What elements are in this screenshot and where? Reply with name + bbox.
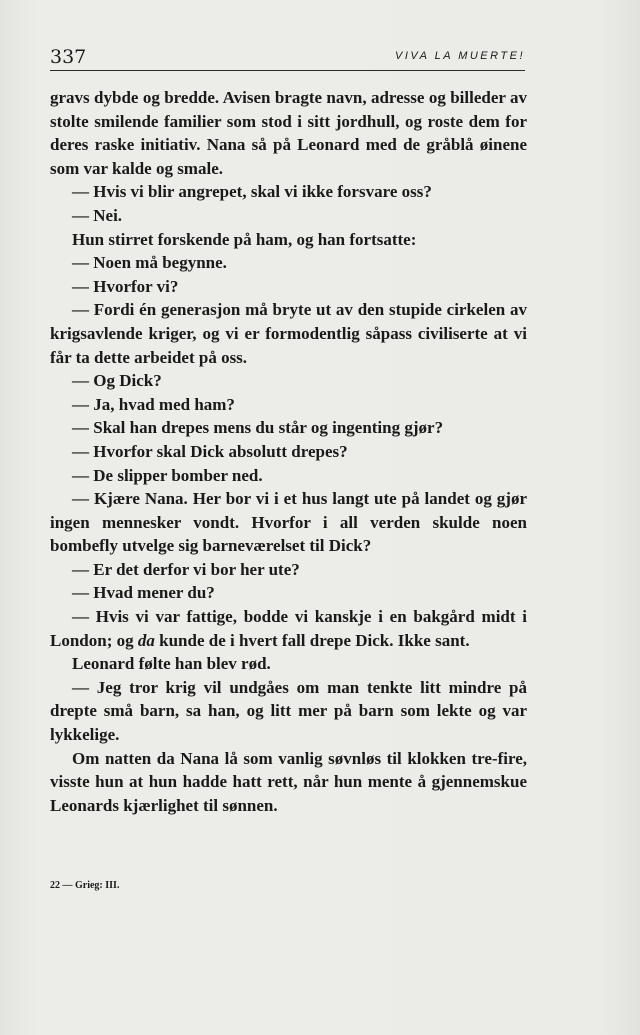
- paragraph: — Hvorfor vi?: [72, 276, 179, 296]
- paragraph: — Ja, hvad med ham?: [72, 394, 235, 414]
- signature-mark: 22 — Grieg: III.: [50, 880, 120, 891]
- paragraph: Om natten da Nana lå som vanlig søvnløs til klokken tre-fire, visste hun at hun hadde hatt rett, når hun mente å gjennemskue Leonards kjærlighet til sønnen.: [50, 748, 527, 815]
- emphasized-word: da: [137, 630, 155, 650]
- paragraph: — Fordi én generasjon må bryte ut av den stupide cirkelen av krigsavlende kriger, og vi er formodentlig såpass civiliserte at vi får ta dette arbeidet på oss.: [50, 300, 527, 367]
- paragraph: — De slipper bomber ned.: [72, 465, 263, 485]
- paragraph: gravs dybde og bredde. Avisen bragte navn, adresse og billeder av stolte smilende familier som stod i sitt jordhull, og roste dem for deres raske initiativ. Nana så på Leonard med de gråblå øinene som var kalde og smale.: [50, 88, 527, 178]
- paragraph: Leonard følte han blev rød.: [72, 654, 271, 674]
- page-header: [50, 46, 525, 70]
- paragraph: — Og Dick?: [72, 371, 162, 391]
- paragraph-text: kunde de i hvert fall drepe Dick. Ikke sant.: [154, 630, 470, 650]
- paragraph: — Hvad mener du?: [72, 583, 215, 603]
- paragraph: — Hvorfor skal Dick absolutt drepes?: [72, 441, 348, 461]
- paragraph: Hun stirret forskende på ham, og han fortsatte:: [72, 229, 417, 249]
- paragraph: — Noen må begynne.: [72, 253, 227, 273]
- paragraph-text: — Hvis vi var fattige, bodde vi kanskje i en bakgård midt i London; og: [50, 607, 527, 650]
- paragraph: — Kjære Nana. Her bor vi i et hus langt ute på landet og gjør ingen mennesker vondt. Hvorfor i all verden skulde noen bombefly utvelge sig barneværelset til Dick?: [50, 489, 527, 556]
- header-rule: [50, 70, 525, 71]
- paragraph: — Hvis vi blir angrepet, skal vi ikke forsvare oss?: [72, 182, 432, 202]
- body-text: [50, 86, 527, 817]
- paragraph: — Jeg tror krig vil undgåes om man tenkte litt mindre på drepte små barn, sa han, og litt mer på barn som lekte og var lykkelige.: [50, 677, 527, 745]
- paragraph: — Skal han drepes mens du står og ingenting gjør?: [72, 418, 444, 438]
- paragraph: — Er det derfor vi bor her ute?: [72, 559, 300, 579]
- page-number: 337: [50, 46, 87, 68]
- paragraph: — Nei.: [72, 205, 123, 225]
- paragraph-london: [50, 605, 527, 652]
- running-head: VIVA LA MUERTE!: [394, 50, 525, 62]
